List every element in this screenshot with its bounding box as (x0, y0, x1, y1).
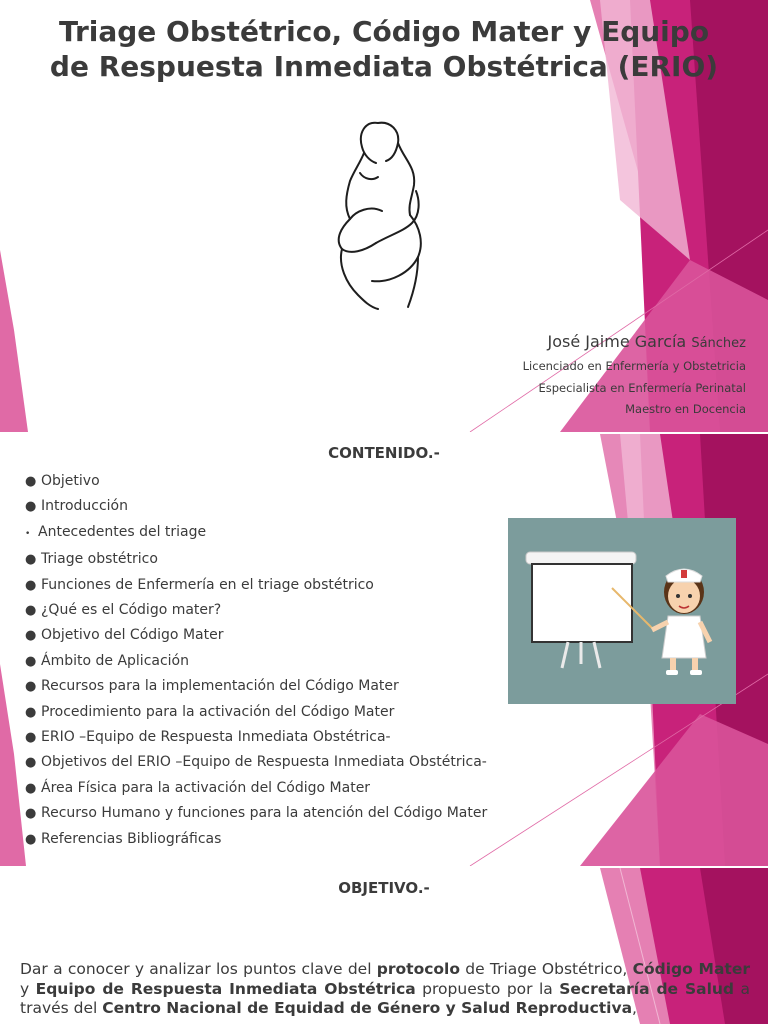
list-item (25, 750, 487, 775)
list-item-text: ERIO –Equipo de Respuesta Inmediata Obstétrica- (41, 729, 391, 746)
list-item-text: Área Física para la activación del Código Mater (41, 779, 371, 796)
objective-paragraph (20, 960, 750, 1019)
bullet-icon: ● (25, 679, 37, 695)
text-run-bold: Código Mater (632, 960, 750, 978)
text-run: y (20, 979, 36, 998)
bullet-icon: ● (25, 552, 37, 568)
list-item-text: ¿Qué es el Código mater? (41, 602, 222, 619)
author-name (523, 330, 746, 356)
list-item (25, 801, 487, 826)
bullet-icon: ● (25, 603, 37, 619)
bullet-icon: • (25, 528, 31, 539)
list-item-text: Recursos para la implementación del Código Mater (41, 678, 399, 695)
credential-2: Especialista en Enfermería Perinatal (538, 380, 746, 395)
list-item (25, 598, 487, 623)
list-item-text: Objetivos del ERIO –Equipo de Respuesta Inmediata Obstétrica- (41, 754, 487, 771)
list-item-text: Triage obstétrico (41, 551, 158, 568)
contents-heading: CONTENIDO.- (328, 444, 440, 462)
list-item-text: Antecedentes del triage (38, 523, 207, 540)
list-item-text: Objetivo del Código Mater (41, 627, 224, 644)
presentation-title (20, 14, 748, 84)
list-item (25, 649, 487, 674)
text-run-bold: Equipo de Respuesta Inmediata Obstétrica (35, 979, 416, 998)
title-line-2: de Respuesta Inmediata Obstétrica (ERIO) (49, 50, 719, 83)
bullet-icon: ● (25, 577, 37, 593)
text-run-bold: Centro Nacional de Equidad de Género y Salud Reproductiva (102, 999, 633, 1017)
list-item (25, 623, 487, 648)
author-first-name: José Jaime García (547, 332, 687, 351)
list-item-text: Referencias Bibliográficas (41, 830, 222, 847)
title-line-1: Triage Obstétrico, Código Mater y Equipo (58, 15, 710, 48)
text-run: , (632, 999, 637, 1017)
slide-contents (0, 434, 768, 866)
list-item-text: Introducción (41, 498, 128, 515)
text-run-bold: Secretaría de Salud (559, 979, 735, 998)
list-item (25, 827, 487, 852)
pregnant-woman-illustration (320, 115, 440, 310)
slide-title (0, 0, 768, 432)
objective-heading: OBJETIVO.- (338, 879, 430, 897)
list-item-text: Funciones de Enfermería en el triage obstétrico (41, 576, 374, 593)
list-item (25, 674, 487, 699)
slide-objective (0, 868, 768, 1024)
bullet-icon: ● (25, 704, 37, 720)
text-run: propuesto por la (415, 979, 560, 998)
bullet-icon: ● (25, 806, 37, 822)
bullet-icon: ● (25, 755, 37, 771)
author-last-name: Sánchez (691, 336, 746, 351)
nurse-presentation-illustration (508, 518, 736, 704)
list-item-text: Objetivo (41, 473, 100, 489)
list-item (25, 700, 487, 725)
bullet-icon: ● (25, 653, 37, 669)
list-item (25, 469, 487, 494)
bullet-icon: ● (25, 831, 37, 847)
contents-list (25, 469, 487, 852)
list-item-text: Recurso Humano y funciones para la atención del Código Mater (41, 805, 488, 822)
bullet-icon: ● (25, 628, 37, 644)
list-item (25, 725, 487, 750)
bullet-icon: ● (25, 780, 37, 796)
list-item (25, 547, 487, 572)
list-item-text: Ámbito de Aplicación (41, 652, 189, 669)
credential-1: Licenciado en Enfermería y Obstetricia (522, 359, 746, 373)
text-run: a través del (20, 979, 750, 1017)
list-item (25, 494, 487, 519)
list-item (25, 776, 487, 801)
text-run-bold: protocolo (376, 960, 461, 978)
list-item (25, 520, 487, 547)
text-run: Dar a conocer y analizar los puntos clave del (20, 960, 377, 978)
bullet-icon: ● (25, 474, 37, 489)
bullet-icon: ● (25, 730, 37, 746)
text-run: de Triage Obstétrico, (460, 960, 633, 978)
list-item-text: Procedimiento para la activación del Código Mater (41, 703, 395, 720)
credential-3: Maestro en Docencia (625, 402, 746, 416)
list-item (25, 573, 487, 598)
author-block (523, 330, 746, 421)
bullet-icon: ● (25, 499, 37, 515)
